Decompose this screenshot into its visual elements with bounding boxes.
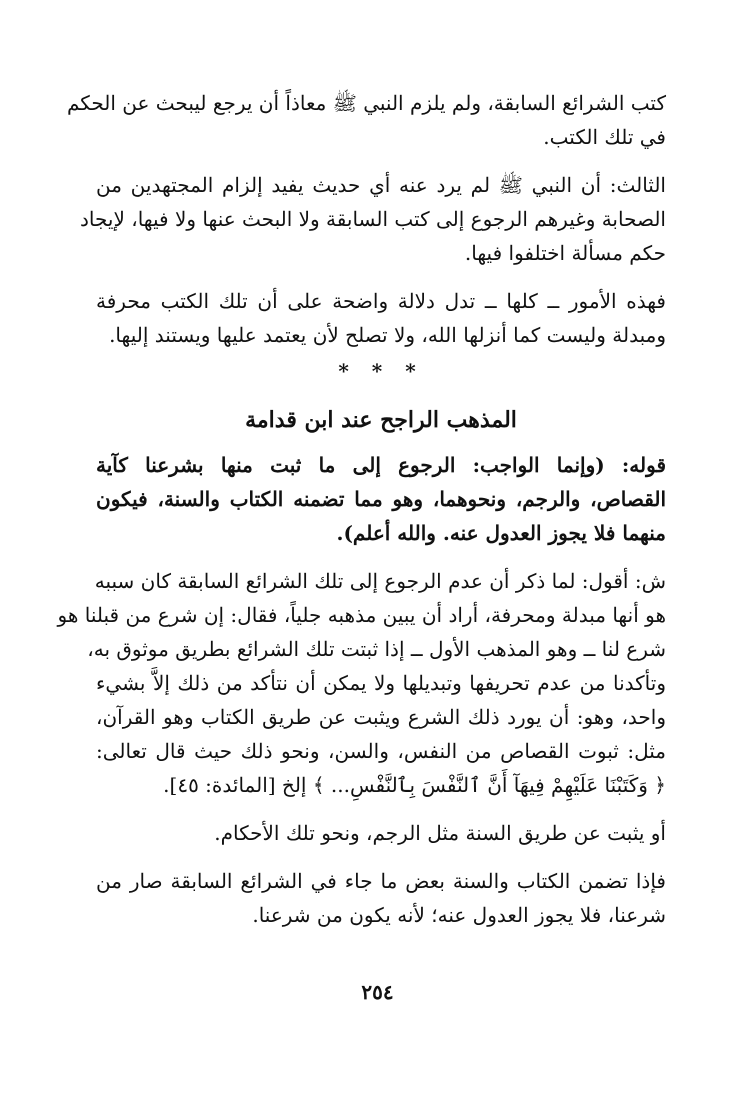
text-line: أو يثبت عن طريق السنة مثل الرجم، ونحو تلك الأحكام. bbox=[214, 821, 666, 845]
text-line: فهذه الأمور ــ كلها ــ تدل دلالة واضحة على أن تلك الكتب محرفة bbox=[96, 289, 666, 313]
paragraph-3 bbox=[96, 284, 666, 352]
text-line: في تلك الكتب. bbox=[543, 125, 666, 149]
paragraph-4 bbox=[96, 816, 666, 850]
paragraph-5 bbox=[96, 864, 666, 932]
text-line: حكم مسألة اختلفوا فيها. bbox=[464, 241, 666, 265]
page-body bbox=[57, 86, 666, 932]
text-line: وتأكدنا من عدم تحريفها وتبديلها ولا يمكن أن نتأكد من ذلك إلاَّ بشيء bbox=[96, 671, 666, 695]
text-line: شرع لنا ــ وهو المذهب الأول ــ إذا ثبتت تلك الشرائع بطريق موثوق به، bbox=[87, 637, 666, 661]
text-line: قوله: (وإنما الواجب: الرجوع إلى ما ثبت منها بشرعنا كآية bbox=[96, 453, 666, 477]
section-heading: المذهب الراجح عند ابن قدامة bbox=[245, 407, 517, 433]
quoted-text bbox=[96, 448, 666, 550]
quran-verse-line: ﴿ وَكَتَبْنَا عَلَيْهِمْ فِيهَآ أَنَّ ٱلنَّفْسَ بِٱلنَّفْسِ... ﴾ إلخ [المائدة: ٤٥]. bbox=[163, 773, 666, 797]
commentary bbox=[57, 564, 666, 802]
text-line: الثالث: أن النبي ﷺ لم يرد عنه أي حديث يفيد إلزام المجتهدين من bbox=[96, 173, 666, 197]
text-line: كتب الشرائع السابقة، ولم يلزم النبي ﷺ معاذاً أن يرجع ليبحث عن الحكم bbox=[66, 91, 666, 115]
page-number: ٢٥٤ bbox=[361, 980, 394, 1004]
text-line: ش: أقول: لما ذكر أن عدم الرجوع إلى تلك الشرائع السابقة كان سببه bbox=[94, 569, 666, 593]
section-separator: * * * bbox=[338, 359, 424, 383]
paragraph-1 bbox=[66, 86, 666, 154]
text-line: مثل: ثبوت القصاص من النفس، والسن، ونحو ذلك حيث قال تعالى: bbox=[96, 739, 666, 763]
text-line: منهما فلا يجوز العدول عنه. والله أعلم). bbox=[336, 521, 666, 545]
text-line: القصاص، والرجم، ونحوهما، وهو مما تضمنه الكتاب والسنة، فيكون bbox=[96, 487, 666, 511]
text-line: فإذا تضمن الكتاب والسنة بعض ما جاء في الشرائع السابقة صار من bbox=[96, 869, 666, 893]
text-line: واحد، وهو: أن يورد ذلك الشرع ويثبت عن طريق الكتاب وهو القرآن، bbox=[96, 705, 666, 729]
paragraph-2 bbox=[80, 168, 666, 270]
text-line: هو أنها مبدلة ومحرفة، أراد أن يبين مذهبه جلياً، فقال: إن شرع من قبلنا هو bbox=[57, 603, 666, 627]
text-line: الصحابة وغيرهم الرجوع إلى كتب السابقة ولا البحث عنها ولا فيها، لإيجاد bbox=[80, 207, 666, 231]
text-line: ومبدلة وليست كما أنزلها الله، ولا تصلح لأن يعتمد عليها ويستند إليها. bbox=[109, 323, 666, 347]
text-line: شرعنا، فلا يجوز العدول عنه؛ لأنه يكون من شرعنا. bbox=[252, 903, 666, 927]
